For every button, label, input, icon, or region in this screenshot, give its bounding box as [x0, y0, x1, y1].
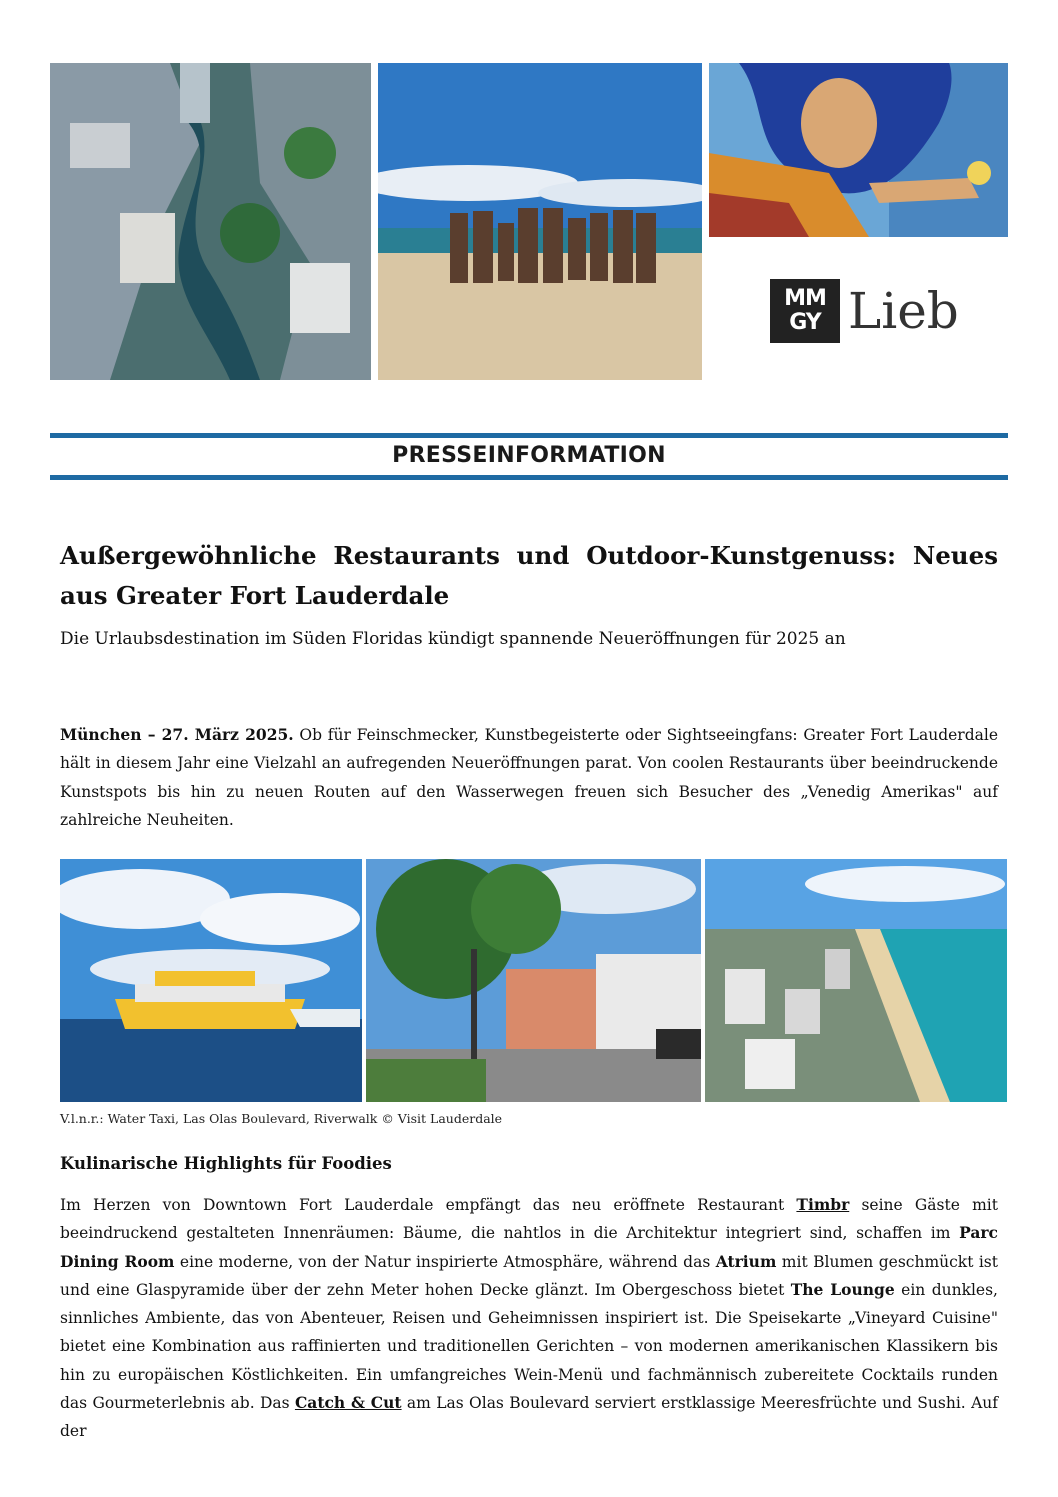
- parc-dining-room: Parc Dining Room: [60, 1223, 998, 1271]
- las-olas-boulevard-photo: [366, 859, 701, 1102]
- catch-and-cut-link[interactable]: Catch & Cut: [294, 1393, 402, 1413]
- top-rule: [50, 433, 1008, 438]
- body-paragraph: [60, 1191, 998, 1446]
- press-label: PRESSEINFORMATION: [392, 443, 666, 468]
- aerial-city-photo: [50, 63, 371, 380]
- body-text-3: eine moderne, von der Natur inspirierte Atmosphäre, während das: [174, 1252, 716, 1271]
- bottom-rule: [50, 475, 1008, 480]
- timbr-link[interactable]: Timbr: [796, 1195, 850, 1214]
- body-text-4: mit Blumen geschmückt ist und eine Glaspyramide über der zehn Meter hohen Decke glänzt. Im Obergeschoss bietet: [60, 1252, 998, 1299]
- body-text-2: seine Gäste mit beeindruckend gestalteten Innenräumen: Bäume, die nahtlos in die Architektur integriert sind, schaffen im: [60, 1196, 998, 1243]
- body-text-6: am Las Olas Boulevard serviert erstklassige Meeresfrüchte und Sushi. Auf der: [60, 1394, 998, 1441]
- section-title: Kulinarische Highlights für Foodies: [60, 1154, 392, 1173]
- logo-mark: MM GY: [770, 279, 840, 343]
- riverwalk-aerial-photo: [705, 859, 1007, 1102]
- photo-caption: V.l.n.r.: Water Taxi, Las Olas Boulevard, Riverwalk © Visit Lauderdale: [60, 1111, 503, 1126]
- headline: Außergewöhnliche Restaurants und Outdoor-Kunstgenuss: Neues aus Greater Fort Lauderdale: [60, 541, 998, 610]
- intro-text: Ob für Feinschmecker, Kunstbegeisterte oder Sightseeingfans: Greater Fort Lauderdale hält in diesem Jahr eine Vielzahl an aufregenden Neueröffnungen parat. Von coolen Restaurants über beeindruckende Kunstspots bis hin zu neuen Routen auf den Wasserwegen freuen sich Besucher des „Venedig Amerikas" auf zahlreiche Neuheiten.: [60, 726, 998, 829]
- body-text-5: ein dunkles, sinnliches Ambiente, das von Abenteuer, Reisen und Geheimnissen inspiriert ist. Die Speisekarte „Vineyard Cuisine" bietet eine Kombination aus raffinierten und traditionellen Gerichten – von modernen amerikanischen Klassikern bis hin zu europäischen Köstlichkeiten. Ein umfangreiches Wein-Menü und fachmännisch zubereitete Cocktails runden das Gourmeterlebnis ab. Das: [60, 1280, 998, 1413]
- mmgy-lieb-logo: [770, 279, 970, 345]
- subheadline: Die Urlaubsdestination im Süden Floridas kündigt spannende Neueröffnungen für 2025 an: [60, 629, 846, 649]
- water-taxi-photo: [60, 859, 362, 1102]
- atrium: Atrium: [715, 1251, 777, 1271]
- the-lounge: The Lounge: [790, 1279, 895, 1299]
- body-text-1: Im Herzen von Downtown Fort Lauderdale empfängt das neu eröffnete Restaurant: [60, 1196, 797, 1214]
- mural-art-photo: [709, 63, 1008, 237]
- logo-wordmark: Lieb: [848, 282, 959, 340]
- dateline: München – 27. März 2025.: [60, 725, 294, 744]
- beach-group-photo: [378, 63, 702, 380]
- intro-paragraph: [60, 721, 998, 834]
